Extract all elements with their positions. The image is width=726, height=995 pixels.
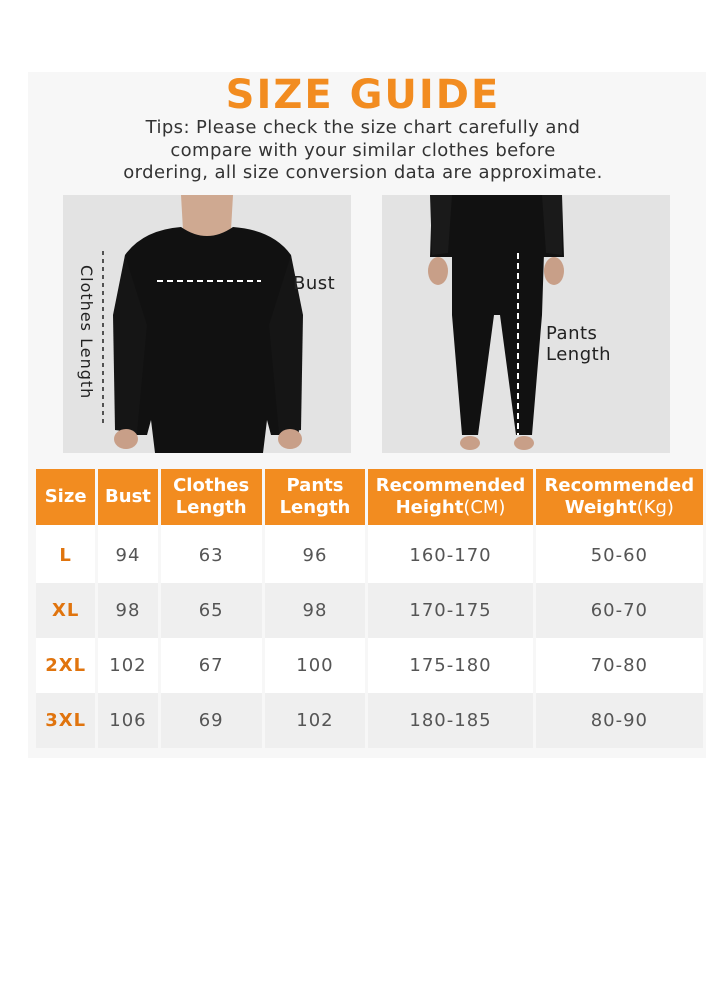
shirt-measurement-image	[63, 195, 351, 453]
size-cell: L	[36, 528, 95, 583]
tips-text	[0, 117, 726, 185]
clothes-length-label: Clothes Length	[77, 265, 96, 400]
table-row	[36, 638, 703, 693]
pants-length-cell: 96	[265, 528, 366, 583]
shirt-illustration	[63, 195, 351, 453]
header-clothes-length: Clothes Length	[161, 469, 262, 528]
header-bust: Bust	[98, 469, 157, 528]
table-row	[36, 583, 703, 638]
height-cell: 180-185	[368, 693, 532, 748]
header-size: Size	[36, 469, 95, 528]
height-cell: 175-180	[368, 638, 532, 693]
size-table	[33, 469, 706, 748]
clothes-length-cell: 69	[161, 693, 262, 748]
pants-length-cell: 102	[265, 693, 366, 748]
header-recommended-height: Recommended Height(CM)	[368, 469, 532, 528]
header-pants-length: Pants Length	[265, 469, 366, 528]
weight-cell: 70-80	[536, 638, 703, 693]
size-cell: 3XL	[36, 693, 95, 748]
pants-length-label-line: Length	[546, 344, 612, 365]
bust-cell: 106	[98, 693, 157, 748]
height-cell: 170-175	[368, 583, 532, 638]
table-header-row	[36, 469, 703, 528]
bust-cell: 98	[98, 583, 157, 638]
pants-length-label	[546, 323, 611, 365]
table-row	[36, 693, 703, 748]
header-recommended-weight: Recommended Weight(Kg)	[536, 469, 703, 528]
weight-cell: 50-60	[536, 528, 703, 583]
pants-measurement-image	[382, 195, 670, 453]
pants-illustration	[382, 195, 670, 453]
bust-cell: 94	[98, 528, 157, 583]
size-cell: 2XL	[36, 638, 95, 693]
size-cell: XL	[36, 583, 95, 638]
bust-label: Bust	[293, 273, 336, 294]
weight-cell: 60-70	[536, 583, 703, 638]
weight-cell: 80-90	[536, 693, 703, 748]
bust-cell: 102	[98, 638, 157, 693]
tips-line: ordering, all size conversion data are approximate.	[123, 162, 603, 183]
pants-length-cell: 98	[265, 583, 366, 638]
tips-line: Tips: Please check the size chart carefully and	[145, 117, 581, 138]
height-cell: 160-170	[368, 528, 532, 583]
pants-length-label-line: Pants	[546, 323, 598, 344]
tips-line: compare with your similar clothes before	[170, 139, 556, 161]
clothes-length-cell: 67	[161, 638, 262, 693]
clothes-length-cell: 63	[161, 528, 262, 583]
page-title: SIZE GUIDE	[225, 72, 501, 118]
table-row	[36, 528, 703, 583]
pants-length-cell: 100	[265, 638, 366, 693]
clothes-length-cell: 65	[161, 583, 262, 638]
